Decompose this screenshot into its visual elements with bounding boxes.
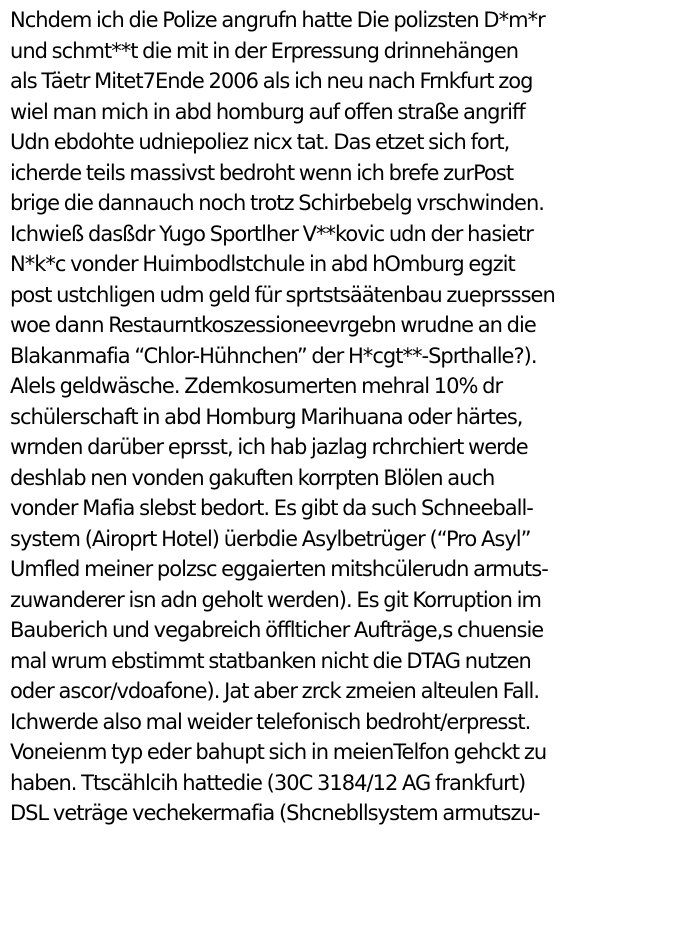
text-line: zuwanderer isn adn geholt werden). Es git Korruption im <box>10 587 541 612</box>
text-line: wrnden darüber eprsst, ich hab jazlag rchrchiert werde <box>10 435 528 459</box>
text-line: Voneienm typ eder bahupt sich in meienTelfon gehckt zu <box>10 740 547 764</box>
text-line: N*k*c vonder Huimbodlstchule in abd hOmburg egzit <box>10 252 515 276</box>
text-line: als Täetr Mitet7Ende 2006 als ich neu nach Frnkfurt zog <box>10 69 533 93</box>
text-line: mal wrum ebstimmt statbanken nicht die DTAG nutzen <box>10 648 531 673</box>
text-line: brige die dannauch noch trotz Schirbebelg vrschwinden. <box>10 191 544 215</box>
text-line: woe dann Restaurntkoszessioneevrgebn wrudne an die <box>10 313 536 337</box>
text-line: schülerschaft in abd Homburg Marihuana oder härtes, <box>10 404 523 429</box>
text-line: vonder Mafia slebst bedort. Es gibt da such Schneeball- <box>10 496 533 520</box>
text-line: Ichwieß dasßdr Yugo Sportlher V**kovic udn der hasietr <box>10 221 533 246</box>
text-line: icherde teils massivst bedroht wenn ich brefe zurPost <box>10 160 514 185</box>
text-line: Blakanmafia “Chlor-Hühnchen” der H*cgt**-Sprthalle?). <box>10 343 537 368</box>
text-line: deshlab nen vonden gakuften korrpten Blölen auch <box>10 465 495 490</box>
text-line: oder ascor/vdoafone). Jat aber zrck zmeien alteulen Fall. <box>10 679 540 703</box>
text-line: Alels geldwäsche. Zdemkosumerten mehral 10% dr <box>10 374 503 398</box>
text-line: Nchdem ich die Polize angrufn hatte Die polizsten D*m*r <box>10 8 545 32</box>
text-line: haben. Ttscählcih hattedie (30C 3184/12 AG frankfurt) <box>10 770 526 795</box>
text-line: und schmt**t die mit in der Erpressung drinnehängen <box>10 38 519 63</box>
text-line: system (Airoprt Hotel) üerbdie Asylbetrüger (“Pro Asyl” <box>10 526 531 551</box>
text-line: DSL veträge vechekermafia (Shcnebllsystem armutszu- <box>10 801 540 825</box>
text-line: Ichwerde also mal weider telefonisch bedroht/erpresst. <box>10 709 531 734</box>
text-line: Umfled meiner polzsc eggaierten mitshcülerudn armuts- <box>10 557 548 581</box>
text-line: Udn ebdohte udniepoliez nicx tat. Das etzet sich fort, <box>10 130 510 154</box>
text-line: wiel man mich in abd homburg auf offen straße angriff <box>10 99 525 124</box>
document-text <box>10 5 684 829</box>
text-line: Bauberich und vegabreich öfflticher Aufträge,s chuensie <box>10 618 544 642</box>
text-line: post ustchligen udm geld für sprtstsäätenbau zueprsssen <box>10 282 555 307</box>
